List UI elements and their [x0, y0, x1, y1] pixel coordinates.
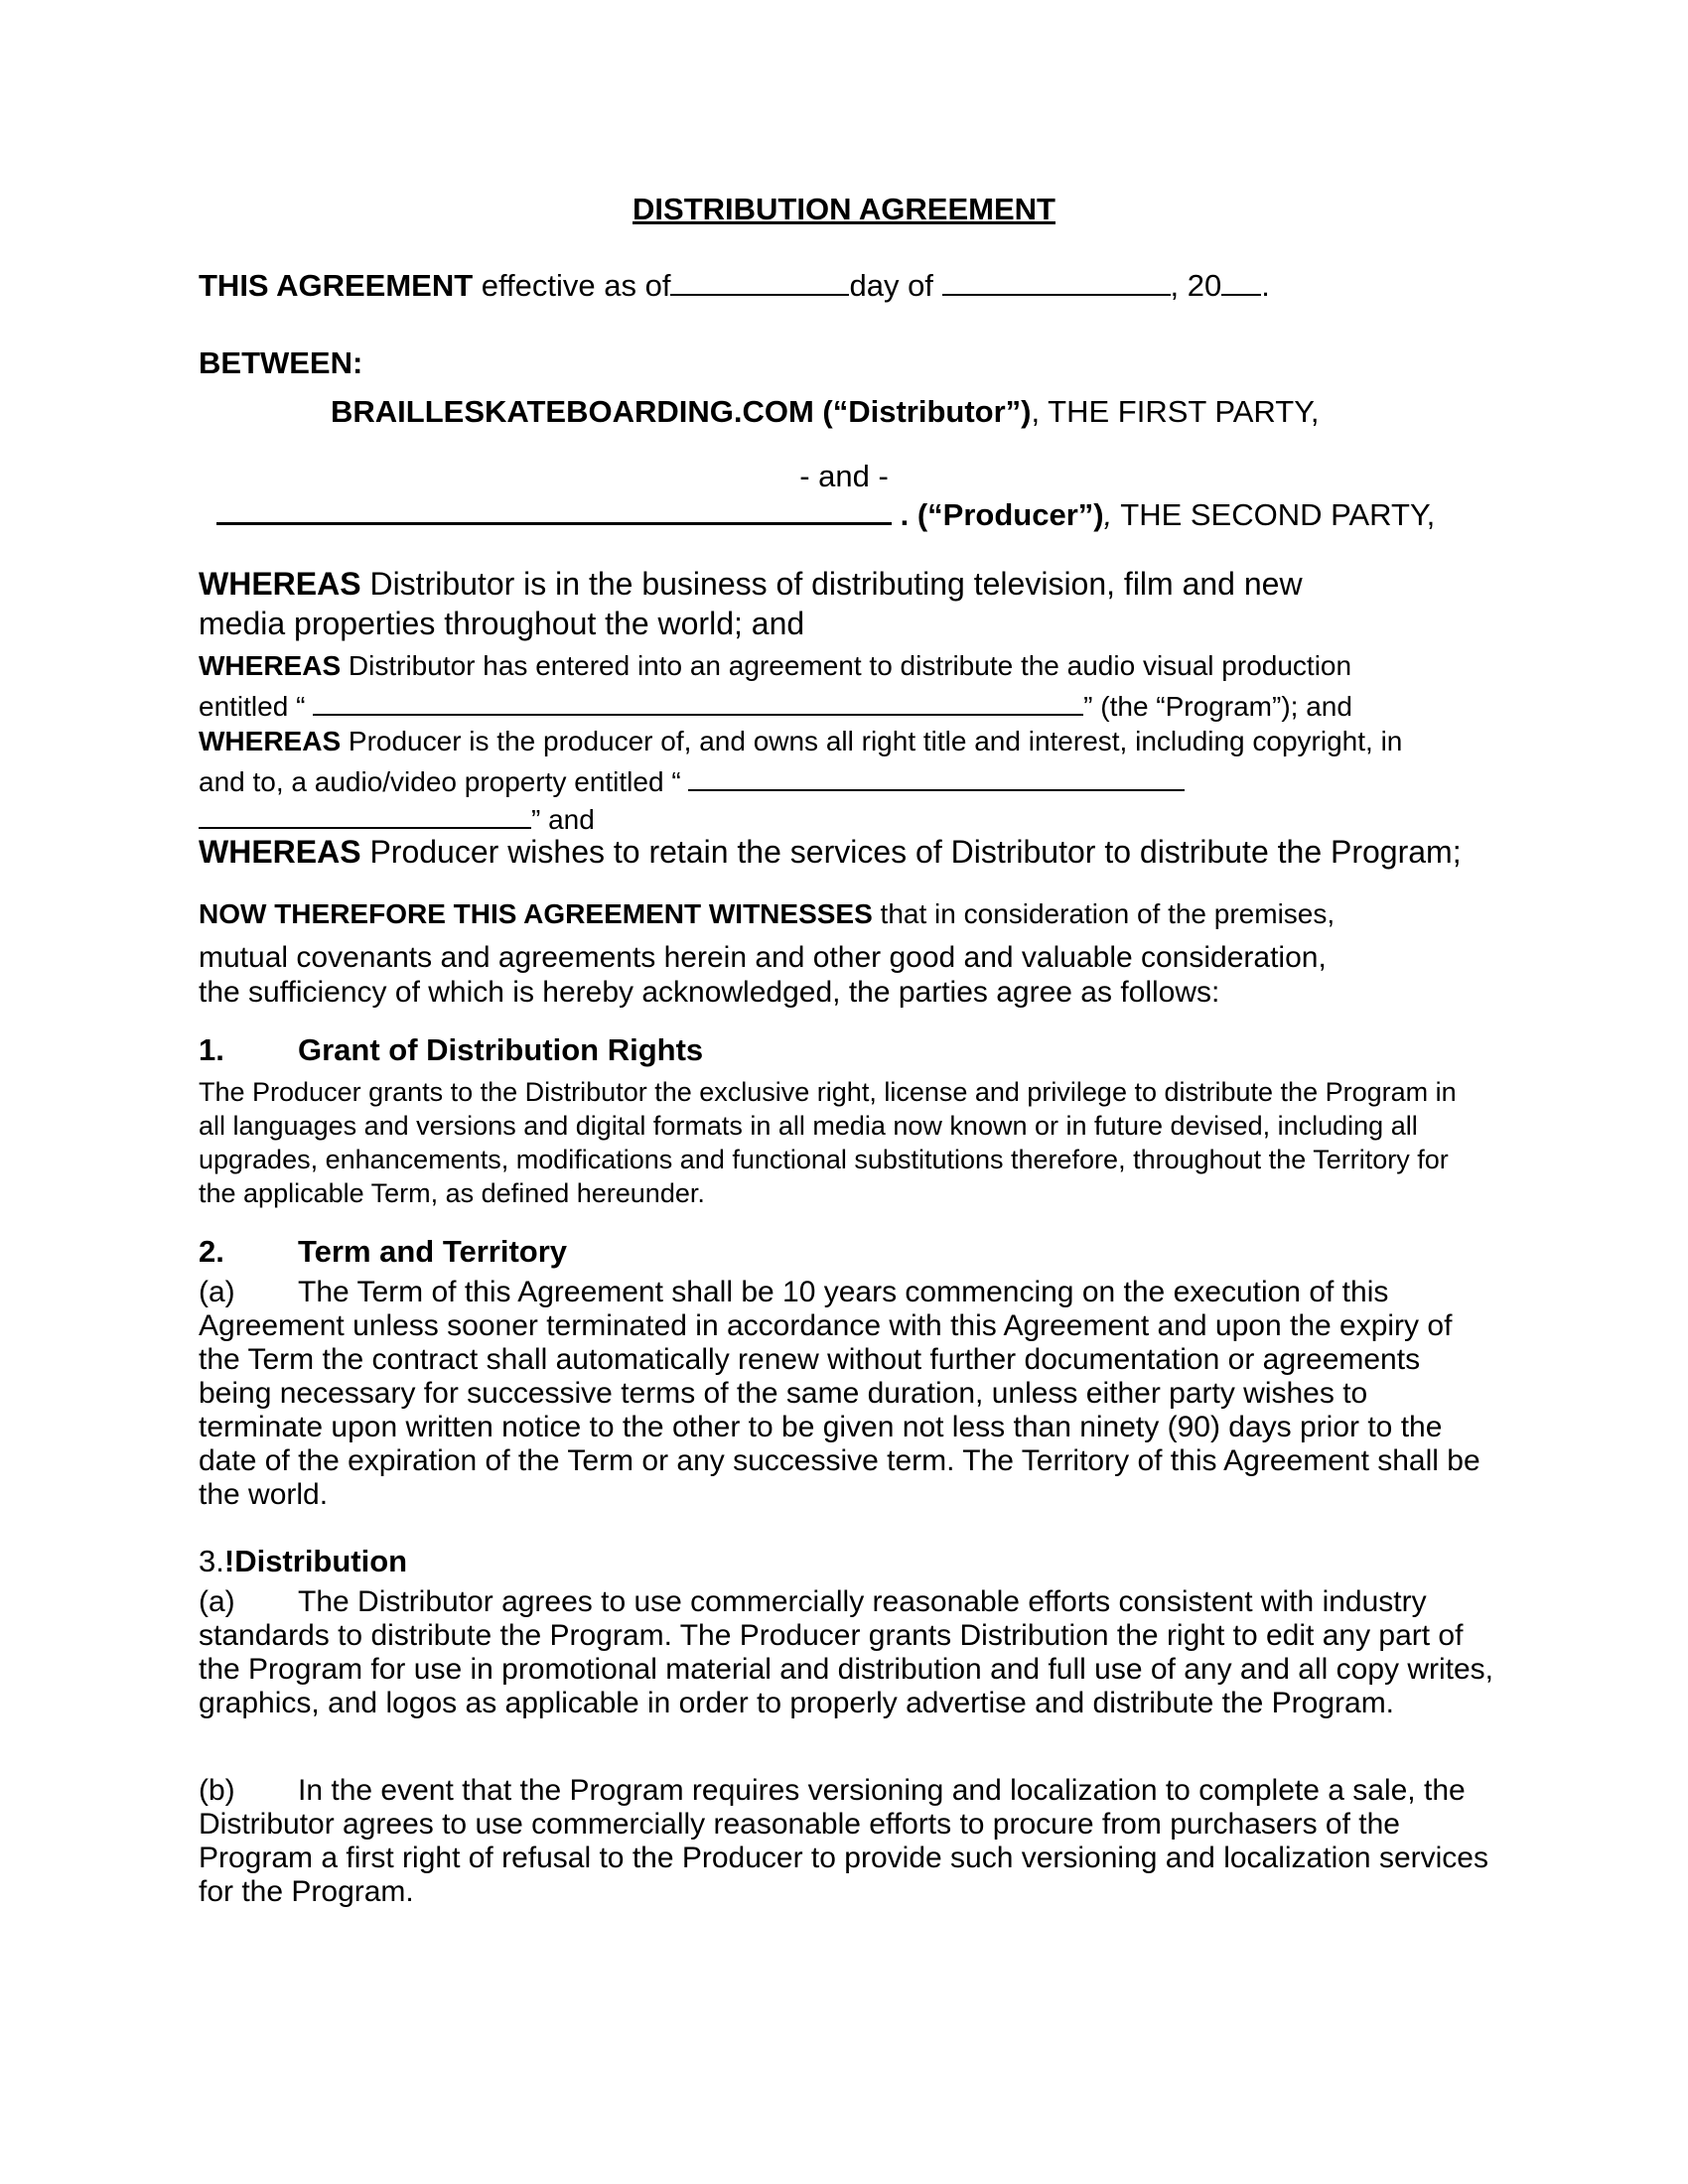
effective-date-line: THIS AGREEMENT effective as of day of , 20 . — [199, 268, 1270, 303]
document-title: DISTRIBUTION AGREEMENT — [633, 192, 1055, 226]
now-therefore-line-2: mutual covenants and agreements herein and other good and valuable consideration, — [199, 941, 1327, 974]
whereas-2-line-2: entitled “ ” (the “Program”); and — [199, 688, 1352, 723]
blank-program-title[interactable] — [313, 688, 1083, 716]
distributor-name: BRAILLESKATEBOARDING.COM (“Distributor”) — [331, 394, 1032, 429]
whereas-3-line-1: WHEREAS Producer is the producer of, and owns all right title and interest, including copyright, in — [199, 726, 1403, 756]
blank-producer-name[interactable] — [216, 496, 892, 525]
now-therefore-line-1: NOW THEREFORE THIS AGREEMENT WITNESSES that in consideration of the premises, — [199, 898, 1336, 929]
whereas-1-line-1: WHEREAS Distributor is in the business of distributing television, film and new — [199, 566, 1303, 602]
agreement-lead: THIS AGREEMENT — [199, 268, 474, 303]
section-3-heading: 3.!Distribution — [199, 1544, 408, 1578]
section-1-heading: 1. Grant of Distribution Rights — [199, 1032, 704, 1067]
section-3-clause-a: (a) The Distributor agrees to use commercially reasonable efforts consistent with industry standards to distribute the Program. The Producer grants Distribution the right to edit any part of the Program for use in promotional material and distribution and full use of any and all copy writes, graphics, and logos as applicable in order to properly advertise and distribute the Program. — [199, 1585, 1494, 1719]
section-1-body: The Producer grants to the Distributor the exclusive right, license and privilege to distribute the Program in all languages and versions and digital formats in all media now known or in future devised, including all upgrades, enhancements, modifications and functional substitutions therefore, throughout the Territory for the applicable Term, as defined hereunder. — [199, 1077, 1457, 1208]
producer-party-line: . (“Producer”), THE SECOND PARTY, — [216, 496, 1435, 533]
whereas-1-line-2: media properties throughout the world; and — [199, 606, 805, 641]
section-2-heading: 2. Term and Territory — [199, 1234, 568, 1269]
section-2-clause-a: (a) The Term of this Agreement shall be 10 years commencing on the execution of this Agreement unless sooner terminated in accordance with this Agreement and upon the expiry of the Term the contract shall automatically renew without further documentation or agreements being necessary for successive terms of the same duration, unless either party wishes to terminate upon written notice to the other to be given not less than ninety (90) days prior to the date of the expiration of the Term or any successive term. The Territory of this Agreement shall be the world. — [199, 1276, 1480, 1511]
distributor-party-line: BRAILLESKATEBOARDING.COM (“Distributor”), THE FIRST PARTY, — [331, 394, 1320, 429]
blank-year[interactable] — [1221, 268, 1261, 296]
producer-label: . (“Producer”) — [900, 497, 1104, 532]
between-label: BETWEEN: — [199, 345, 363, 380]
blank-property-title[interactable] — [688, 763, 1185, 791]
whereas-2-line-1: WHEREAS Distributor has entered into an agreement to distribute the audio visual production — [199, 650, 1352, 681]
blank-month[interactable] — [942, 268, 1171, 296]
blank-day[interactable] — [670, 268, 849, 296]
section-3-clause-b: (b) In the event that the Program requires versioning and localization to complete a sale, the Distributor agrees to use commercially reasonable efforts to procure from purchasers of the Program a first right of refusal to the Producer to provide such versioning and localization services for the Program. — [199, 1774, 1488, 1908]
now-therefore-line-3: the sufficiency of which is hereby acknowledged, the parties agree as follows: — [199, 976, 1220, 1009]
and-separator: - and - — [799, 459, 889, 493]
whereas-3-line-3: ” and — [199, 801, 595, 836]
blank-property-title-cont[interactable] — [199, 801, 531, 829]
whereas-3-line-2: and to, a audio/video property entitled “ — [199, 763, 1185, 798]
whereas-4: WHEREAS Producer wishes to retain the services of Distributor to distribute the Program; — [199, 834, 1462, 870]
